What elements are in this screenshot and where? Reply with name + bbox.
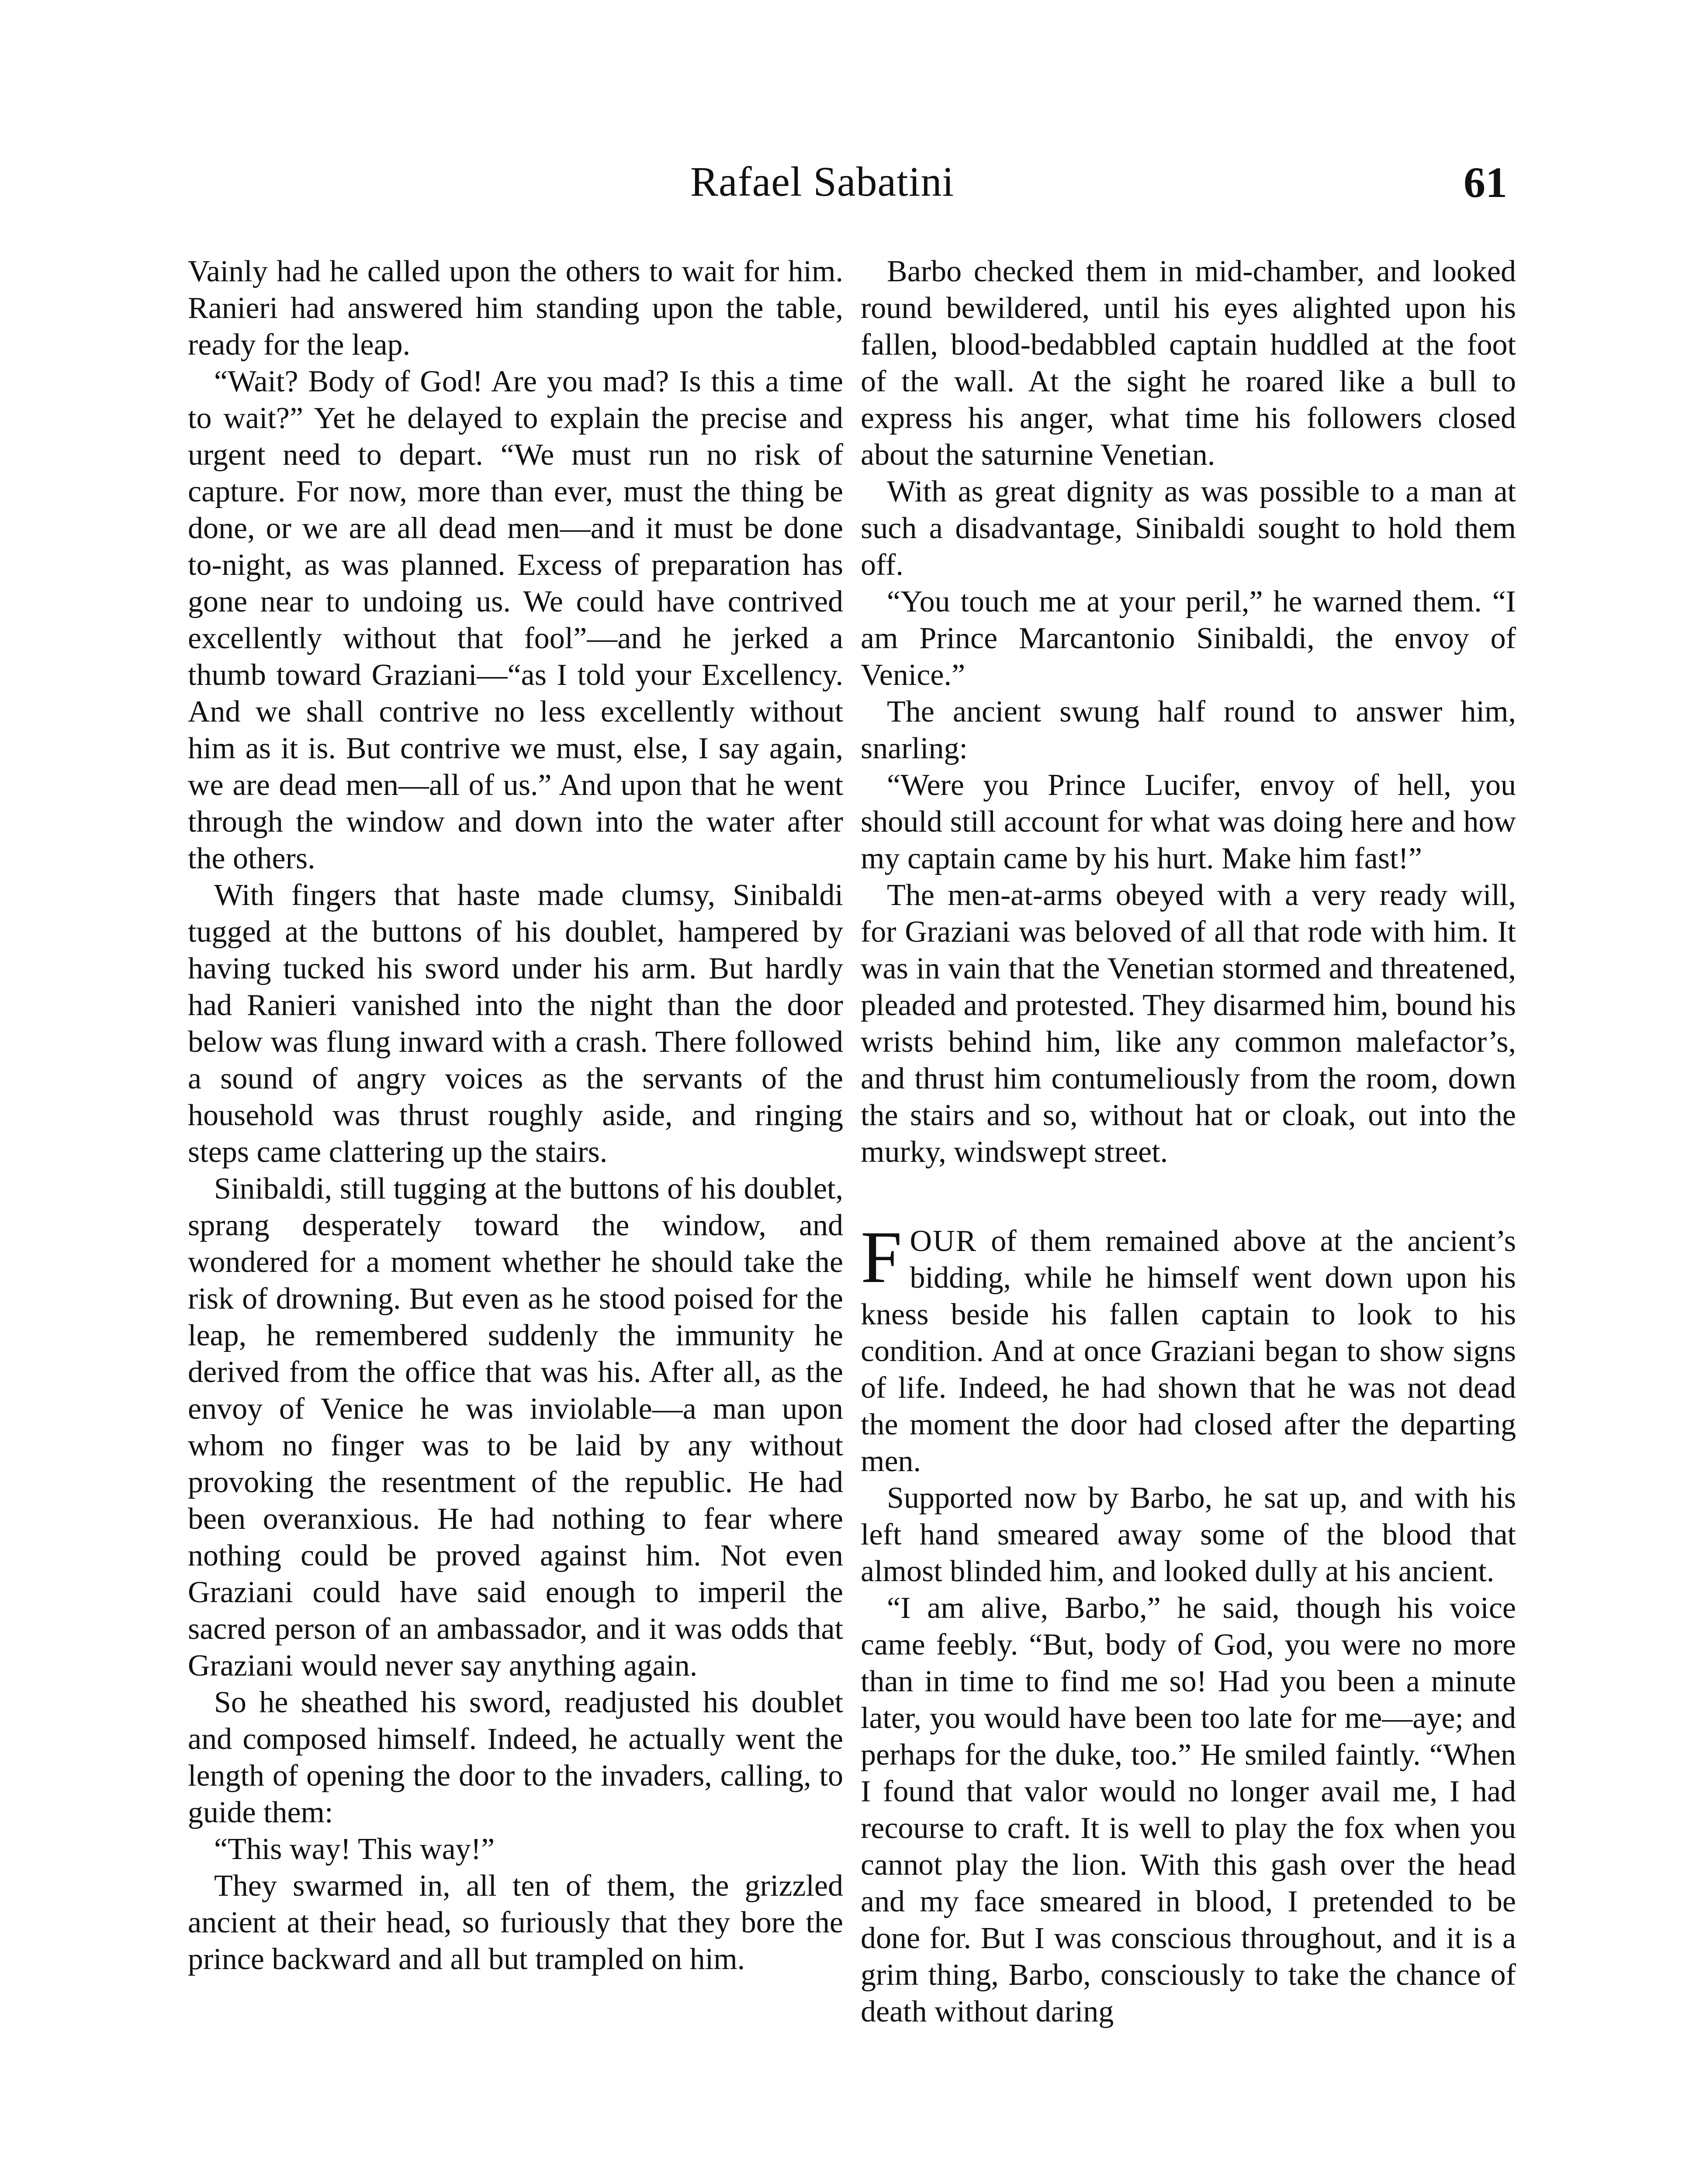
paragraph: “Were you Prince Lucifer, envoy of hell, you should still account for what was doing here and how my captain came by his hurt. Make him fast!”	[861, 768, 1516, 875]
paragraph: Sinibaldi, still tugging at the buttons of his doublet, sprang desperately toward the window, and wondered for a moment whether he should take the risk of drowning. But even as he stood poised for the leap, he remembered suddenly the immunity he derived from the office that was his. After all, as the envoy of Venice he was inviolable—a man upon whom no finger was to be laid by any without provoking the resentment of the republic. He had been overanxious. He had nothing to fear where nothing could be proved against him. Not even Graziani could have said enough to imperil the sacred person of an ambassador, and it was odds that Graziani would never say anything again.	[188, 1172, 843, 1683]
small-caps-lead: OUR	[910, 1224, 977, 1258]
section-break	[861, 1171, 1516, 1223]
paragraph: “I am alive, Barbo,” he said, though his voice came feebly. “But, body of God, you were no more than in time to find me so! Had you been a minute later, you would have been too late for me—aye; and perhaps for the duke, too.” He smiled faintly. “When I found that valor would no longer avail me, I had recourse to craft. It is well to play the fox when you cannot play the lion. With this gash over the head and my face smeared in blood, I pretended to be done for. But I was conscious throughout, and it is a grim thing, Barbo, consciously to take the chance of death without daring	[861, 1591, 1516, 2028]
paragraph: The ancient swung half round to answer him, snarling:	[861, 695, 1516, 765]
paragraph: Supported now by Barbo, he sat up, and with his left hand smeared away some of the blood that almost blinded him, and looked dully at his ancient.	[861, 1481, 1516, 1588]
paragraph: Vainly had he called upon the others to wait for him. Ranieri had answered him standing upon the table, ready for the leap.	[188, 255, 843, 362]
paragraph: With as great dignity as was possible to a man at such a disadvantage, Sinibaldi sought to hold them off.	[861, 475, 1516, 582]
right-column	[861, 253, 1516, 2030]
paragraph: “This way! This way!”	[214, 1832, 495, 1866]
paragraph: So he sheathed his sword, readjusted his doublet and composed himself. Indeed, he actually went the length of opening the door to the invaders, calling, to guide them:	[188, 1686, 843, 1829]
paragraph: With fingers that haste made clumsy, Sinibaldi tugged at the buttons of his doublet, hampered by having tucked his sword under his arm. But hardly had Ranieri vanished into the night than the door below was flung inward with a crash. There followed a sound of angry voices as the servants of the household was thrust roughly aside, and ringing steps came clattering up the stairs.	[188, 878, 843, 1169]
paragraph: The men-at-arms obeyed with a very ready will, for Graziani was beloved of all that rode with him. It was in vain that the Venetian stormed and threatened, pleaded and protested. They disarmed him, bound his wrists behind him, like any common malefactor’s, and thrust him contumeliously from the room, down the stairs and so, without hat or cloak, out into the murky, windswept street.	[861, 878, 1516, 1169]
paragraph: “Wait? Body of God! Are you mad? Is this a time to wait?” Yet he delayed to explain the precise and urgent need to depart. “We must run no risk of capture. For now, more than ever, must the thing be done, or we are all dead men—and it must be done to-night, as was planned. Excess of preparation has gone near to undoing us. We could have contrived excellently without that fool”—and he jerked a thumb toward Graziani—“as I told your Excellency. And we shall contrive no less excellently without him as it is. But contrive we must, else, I say again, we are dead men—all of us.” And upon that he went through the window and down into the water after the others.	[188, 365, 843, 875]
opening-text: of them remained above at the ancient’s bidding, while he himself went down upon his kness beside his fallen captain to look to his condition. And at once Graziani began to show signs of life. Indeed, he had shown that he was not dead the moment the door had closed after the departing men.	[861, 1224, 1516, 1478]
drop-cap: F	[861, 1216, 902, 1298]
left-column	[188, 253, 843, 1978]
paragraph: Barbo checked them in mid-chamber, and looked round bewildered, until his eyes alighted upon his fallen, blood-bedabbled captain huddled at the foot of the wall. At the sight he roared like a bull to express his anger, what time his followers closed about the saturnine Venetian.	[861, 255, 1516, 472]
paragraph: “You touch me at your peril,” he warned them. “I am Prince Marcantonio Sinibaldi, the envoy of Venice.”	[861, 585, 1516, 692]
running-head-author: Rafael Sabatini	[690, 158, 955, 205]
page-number: 61	[1464, 158, 1507, 207]
paragraph: They swarmed in, all ten of them, the grizzled ancient at their head, so furiously that they bore the prince backward and all but trampled on him.	[188, 1869, 843, 1976]
section-opening-paragraph	[861, 1216, 1516, 1480]
